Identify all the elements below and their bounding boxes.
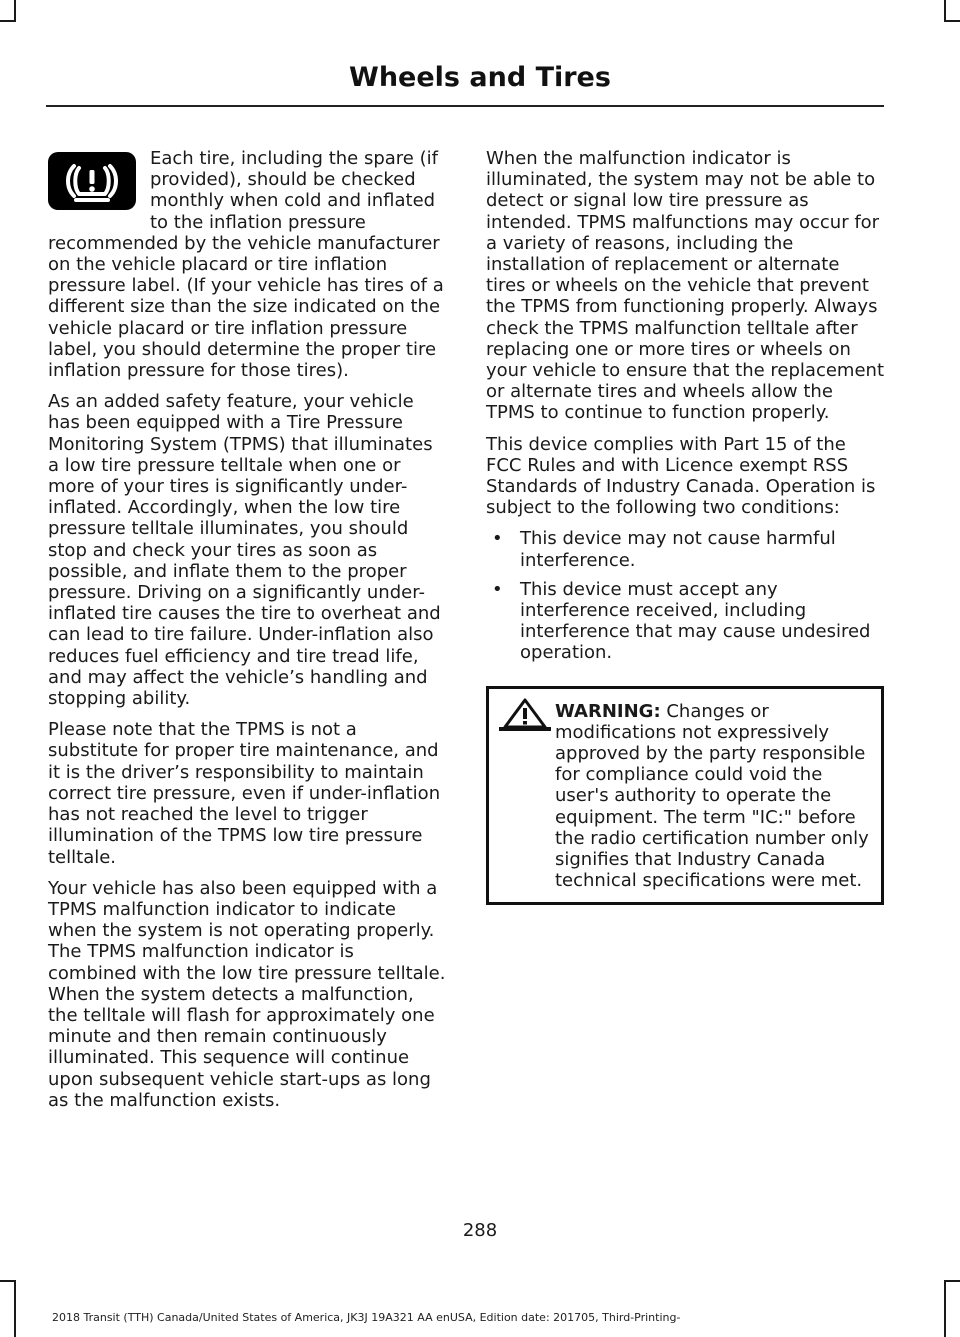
malfunction-indicator-paragraph: When the malfunction indicator is illuminated, the system may not be able to detect or signal low tire pressure as intended. TPMS malfunctions may occur for a variety of reasons, including the installation of replacement or alternate tires or wheels on the vehicle that prevent the TPMS from functioning properly. Always check the TPMS malfunction telltale after replacing one or more tires or wheels on your vehicle to ensure that the replacement or alternate tires and wheels allow the TPMS to continue to function properly.: [486, 148, 885, 424]
crop-mark-top-right-v: [944, 0, 946, 22]
page-number: 288: [462, 1220, 498, 1241]
warning-label: WARNING:: [555, 700, 661, 722]
crop-mark-bottom-right-h: [944, 1280, 960, 1282]
crop-mark-bottom-right-v: [944, 1280, 946, 1337]
tpms-warning-icon: [48, 152, 136, 210]
crop-mark-bottom-left-v: [14, 1280, 16, 1337]
warning-text: Changes or modifications not expressively approved by the party responsible for compliance could void the user's authority to operate the equipment. The term "IC:" before the radio certification number only signifies that Industry Canada technical specifications were met.: [555, 700, 869, 892]
tpms-malfunction-paragraph: Your vehicle has also been equipped with a TPMS malfunction indicator to indicate when the system is not operating properly. The TPMS malfunction indicator is combined with the low tire pressure telltale. When the system detects a malfunction, the telltale will flash for approximately one minute and then remain continuously illuminated. This sequence will continue upon subsequent vehicle start-ups as long as the malfunction exists.: [48, 877, 446, 1111]
footer-edition-info: 2018 Transit (TTH) Canada/United States of America, JK3J 19A321 AA enUSA, Edition date: 201705, Third-Printing-: [52, 1311, 681, 1324]
right-column: [486, 148, 884, 905]
crop-mark-top-right-h: [944, 20, 960, 22]
header-divider: [46, 105, 884, 107]
crop-mark-top-left-h: [0, 20, 16, 22]
list-item: • This device must accept any interference received, including interference that may cause undesired operation.: [492, 578, 871, 664]
fcc-compliance-paragraph: This device complies with Part 15 of the FCC Rules and with Licence exempt RSS Standards of Industry Canada. Operation is subject to the following two conditions:: [486, 433, 876, 519]
tpms-feature-paragraph: As an added safety feature, your vehicle has been equipped with a Tire Pressure Monitoring System (TPMS) that illuminates a low tire pressure telltale when one or more of your tires is significantly under-inflated. Accordingly, when the low tire pressure telltale illuminates, you should stop and check your tires as soon as possible, and inflate them to the proper pressure. Driving on a significantly under-inflated tire causes the tire to overheat and can lead to tire failure. Under-inflation also reduces fuel efficiency and tire tread life, and may affect the vehicle’s handling and stopping ability.: [48, 391, 441, 710]
tire-check-paragraph: Each tire, including the spare (if provided), should be checked monthly when cold and inflated to the inflation pressure recommended by the vehicle manufacturer on the vehicle placard or tire inflation pressure label. (If your vehicle has tires of a different size than the size indicated on the vehicle placard or tire inflation pressure label, you should determine the proper tire inflation pressure for those tires).: [48, 148, 444, 382]
page-title: Wheels and Tires: [349, 62, 611, 93]
bullet-glyph: •: [492, 578, 503, 600]
warning-box: [486, 686, 884, 905]
crop-mark-bottom-left-h: [0, 1280, 16, 1282]
conditions-list: [486, 528, 884, 663]
list-item: • This device may not cause harmful interference.: [492, 528, 836, 571]
crop-mark-top-left-v: [14, 0, 16, 22]
tpms-substitute-paragraph: Please note that the TPMS is not a substitute for proper tire maintenance, and it is the driver’s responsibility to maintain correct tire pressure, even if under-inflation has not reached the level to trigger illumination of the TPMS low tire pressure telltale.: [48, 719, 441, 868]
warning-triangle-icon: [499, 697, 551, 733]
left-column: [48, 148, 448, 1121]
bullet-glyph: •: [492, 528, 503, 550]
